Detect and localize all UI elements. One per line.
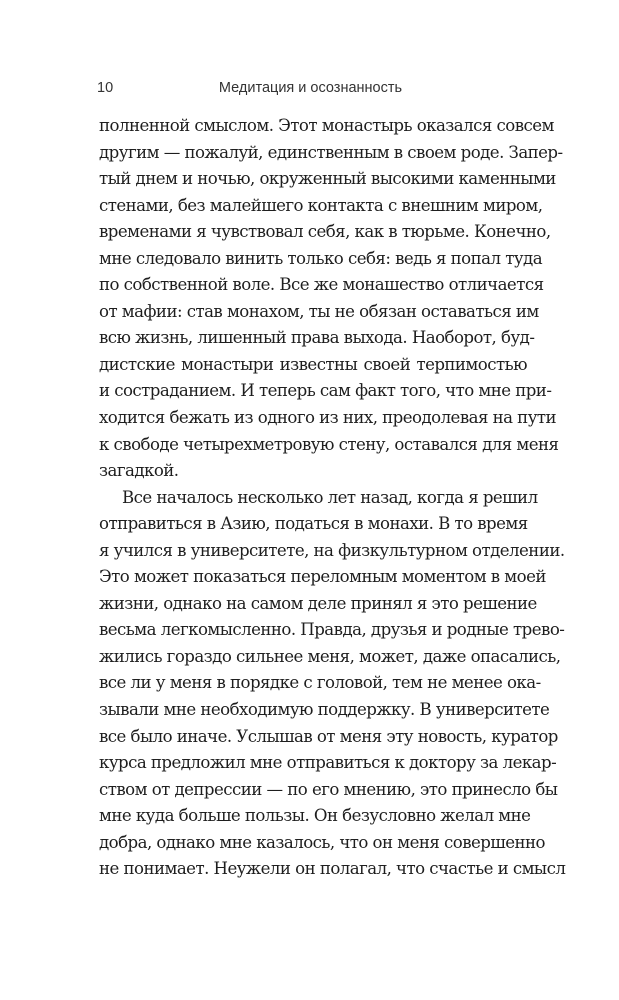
text-line: от мафии: став монахом, ты не обязан оставаться им	[99, 301, 539, 321]
text-line: полненной смыслом. Этот монастырь оказался совсем	[99, 116, 554, 135]
text-line: Все началось несколько лет назад, когда я решил	[122, 487, 538, 507]
text-line: все ли у меня в порядке с головой, тем не менее ока-	[99, 673, 541, 693]
running-header	[97, 80, 524, 102]
text-line: отправиться в Азию, податься в монахи. В то время	[99, 514, 528, 534]
running-title: Медитация и осознанность	[218, 80, 403, 96]
text-line: весьма легкомысленно. Правда, друзья и родные трево-	[99, 620, 565, 640]
text-line: по собственной воле. Все же монашество отличается	[99, 275, 544, 295]
text-line: ством от депрессии — по его мнению, это принесло бы	[99, 779, 558, 799]
text-line: мне куда больше пользы. Он безусловно желал мне	[99, 806, 531, 826]
text-line: тый днем и ночью, окруженный высокими каменными	[99, 169, 556, 189]
text-line: другим — пожалуй, единственным в своем роде. Запер-	[99, 142, 563, 162]
paragraph	[99, 113, 563, 485]
text-line: все было иначе. Услышав от меня эту новость, куратор	[99, 726, 558, 746]
text-line: зывали мне необходимую поддержку. В университете	[99, 700, 550, 720]
page-number: 10	[97, 80, 114, 96]
text-line: всю жизнь, лишенный права выхода. Наоборот, буд-	[99, 328, 535, 348]
text-line: я учился в университете, на физкультурном отделении.	[99, 540, 565, 560]
paragraph	[99, 485, 566, 883]
text-line: жизни, однако на самом деле принял я это решение	[99, 593, 537, 613]
text-line: Это может показаться переломным моментом в моей	[99, 567, 546, 587]
text-line: не понимает. Неужели он полагал, что счастье и смысл	[99, 859, 566, 879]
text-line: загадкой.	[99, 461, 179, 481]
text-line: к свободе четырехметровую стену, оставался для меня	[99, 434, 559, 454]
text-line: мне следовало винить только себя: ведь я попал туда	[99, 248, 543, 268]
text-line: и состраданием. И теперь сам факт того, что мне при-	[99, 381, 552, 401]
text-line: дистские монастыри известны своей терпимостью	[99, 354, 527, 374]
text-line: добра, однако мне казалось, что он меня совершенно	[99, 832, 545, 852]
text-line: курса предложил мне отправиться к доктору за лекар-	[99, 753, 557, 773]
text-line: ходится бежать из одного из них, преодолевая на пути	[99, 408, 557, 428]
body-text	[99, 113, 566, 883]
text-line: временами я чувствовал себя, как в тюрьме. Конечно,	[99, 222, 551, 242]
text-line: стенами, без малейшего контакта с внешним миром,	[99, 195, 543, 215]
text-line: жились гораздо сильнее меня, может, даже опасались,	[99, 646, 561, 666]
